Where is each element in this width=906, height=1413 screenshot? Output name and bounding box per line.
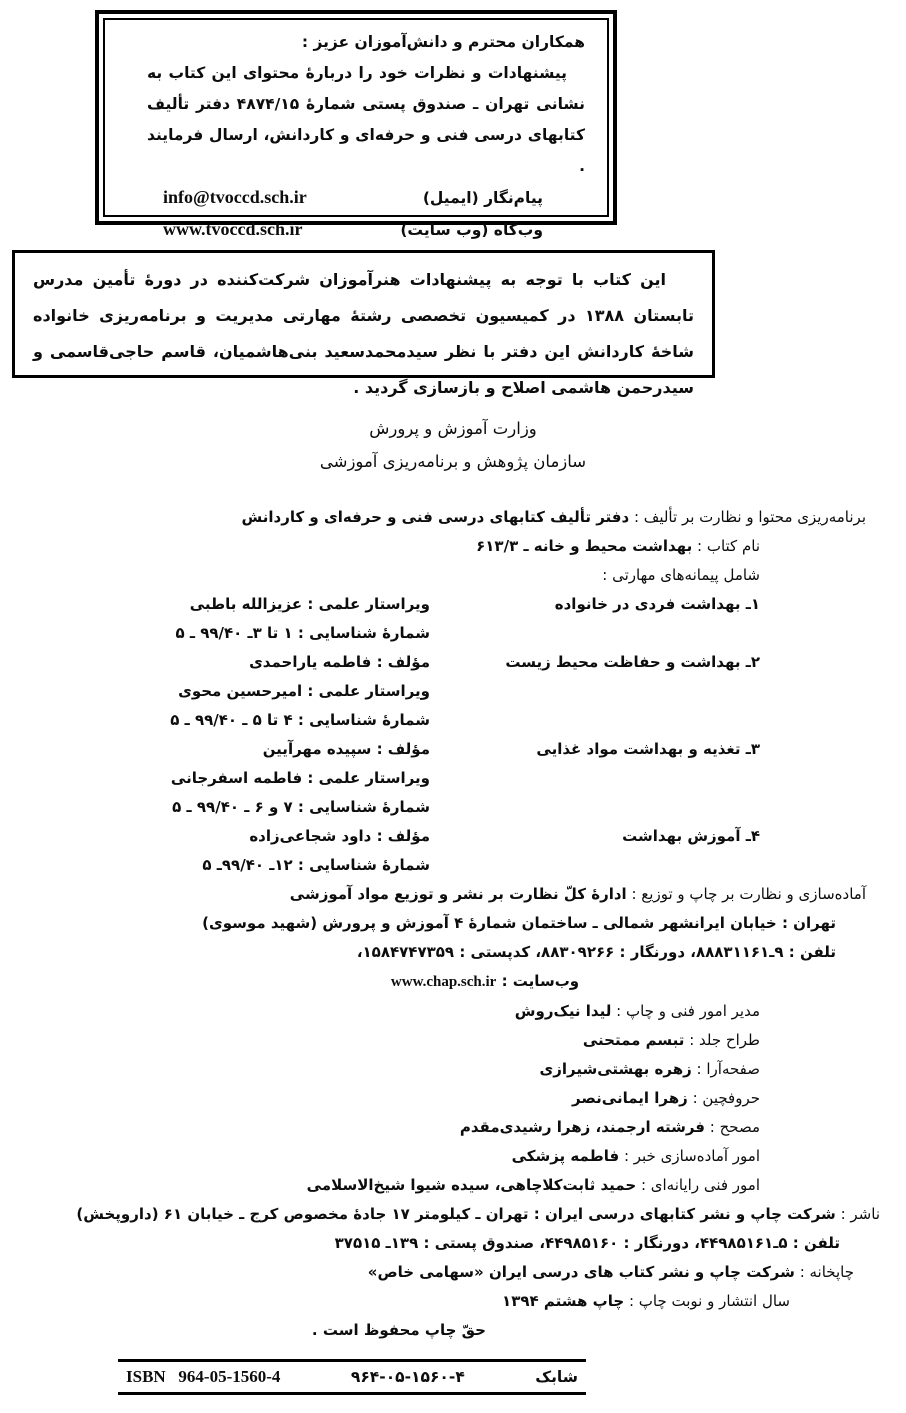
staff-label: مصحح : (709, 1118, 760, 1136)
printer-line (0, 1258, 854, 1287)
module-3-credits (171, 735, 430, 822)
credit-value: ۱۲ـ ۹۹/۴۰ـ ۵ (202, 856, 293, 874)
module-1-title: ۱ـ بهداشت فردی در خانواده (554, 595, 760, 613)
staff-label: صفحه‌آرا : (696, 1060, 760, 1078)
revision-note-box (12, 250, 715, 397)
publisher-phone: تلفن : ۵ـ۴۴۹۸۵۱۶۱، دورنگار : ۴۴۹۸۵۱۶۰، صندوق پستی : ۱۳۹ـ ۳۷۵۱۵ (334, 1234, 840, 1252)
ministry-name: وزارت آموزش و پرورش (369, 419, 537, 438)
printer-label: چاپخانه : (799, 1263, 854, 1281)
staff-line-6 (0, 1142, 760, 1171)
credit-label: شمارهٔ شناسایی : (297, 856, 430, 874)
credit-label: مؤلف : (376, 827, 430, 845)
credit-label: ویراستار علمی : (307, 769, 430, 787)
staff-line-4 (0, 1084, 760, 1113)
publishing-website-url: www.chap.sch.ir (390, 974, 497, 990)
email-address: info@tvoccd.sch.ir (163, 187, 307, 207)
colophon-main (0, 503, 906, 1345)
modules-list (0, 590, 760, 880)
publisher-line (0, 1200, 880, 1229)
planning-value: دفتر تألیف کتابهای درسی فنی و حرفه‌ای و کاردانش (241, 508, 630, 526)
credit-value: ۱ تا ۳ـ ۹۹/۴۰ ـ ۵ (175, 624, 293, 642)
email-row (119, 182, 585, 214)
credit-line (170, 677, 430, 706)
staff-line-5 (0, 1113, 760, 1142)
staff-label: امور آماده‌سازی خبر : (623, 1147, 760, 1165)
staff-value: حمید ثابت‌کلاچاهی، سیده شیوا شیخ‌الاسلامی (306, 1176, 637, 1194)
credit-label: مؤلف : (376, 740, 430, 758)
planning-line (0, 503, 866, 532)
credit-value: عزیزالله باطبی (189, 595, 303, 613)
module-1 (0, 590, 760, 648)
staff-value: لیدا نیک‌روش (514, 1002, 612, 1020)
credit-line (171, 764, 430, 793)
credit-value: داود شجاعی‌زاده (249, 827, 372, 845)
credit-line (170, 648, 430, 677)
credit-label: شمارهٔ شناسایی : (297, 624, 430, 642)
module-4-credits (202, 822, 430, 880)
credit-label: مؤلف : (376, 653, 430, 671)
website-row (119, 214, 585, 246)
publishing-phone: تلفن : ۹ـ۸۸۸۳۱۱۶۱، دورنگار : ۸۸۳۰۹۲۶۶، کدپستی : ۱۵۸۴۷۴۷۳۵۹، (356, 943, 836, 961)
staff-value: فاطمه پزشکی (511, 1147, 620, 1165)
prep-label: آماده‌سازی و نظارت بر چاپ و توزیع : (631, 885, 866, 903)
module-3-title: ۳ـ تغذیه و بهداشت مواد غذایی (536, 740, 760, 758)
credit-line (175, 619, 430, 648)
planning-label: برنامه‌ریزی محتوا و نظارت بر تألیف : (633, 508, 866, 526)
copyright-notice: حقّ چاپ محفوظ است . (311, 1321, 486, 1339)
staff-value: فرشته ارجمند، زهرا رشیدی‌مقدم (459, 1118, 705, 1136)
publishing-address: تهران : خیابان ایرانشهر شمالی ـ ساختمان شمارهٔ ۴ آموزش و پرورش (شهید موسوی) (202, 914, 836, 932)
module-2 (0, 648, 760, 735)
module-4 (0, 822, 760, 880)
credit-value: فاطمه اسفرجانی (170, 769, 303, 787)
edition-line (0, 1287, 790, 1316)
module-4-title: ۴ـ آموزش بهداشت (622, 827, 760, 845)
staff-line-1 (0, 997, 760, 1026)
feedback-box (95, 10, 617, 239)
website-label: وب‌گاه (وب سایت) (400, 221, 543, 239)
revision-note-text: این کتاب با توجه به پیشنهادات هنرآموزان شرکت‌کننده در دورهٔ تأمین مدرس تابستان ۱۳۸۸ در کمیسیون تخصصی رشتهٔ مهارتی مدیریت و برنامه‌ریزی خانواده شاخهٔ کاردانش این دفتر با نظر سیدمحمدسعید بنی‌هاشمیان، قاسم حاجی‌قاسمی و سیدرحمن هاشمی اصلاح و بازسازی گردید . (33, 270, 694, 397)
credit-value: سپیده مهرآیین (262, 740, 372, 758)
staff-line-3 (0, 1055, 760, 1084)
staff-label: مدیر امور فنی و چاپ : (616, 1002, 760, 1020)
printer-value: شرکت چاپ و نشر کتاب های درسی ایران «سهامی خاص» (367, 1263, 795, 1281)
publisher-value: شرکت چاپ و نشر کتابهای درسی ایران : تهران ـ کیلومتر ۱۷ جادهٔ مخصوص کرج ـ خیابان ۶۱ (داروپخش) (76, 1205, 836, 1223)
credit-label: ویراستار علمی : (307, 682, 430, 700)
credit-line (202, 822, 430, 851)
edition-label: سال انتشار و نوبت چاپ : (628, 1292, 790, 1310)
book-name-line (0, 532, 760, 561)
publishing-website-line (64, 967, 906, 997)
feedback-box-inner (103, 18, 609, 239)
website-label: وب‌سایت : (501, 972, 580, 990)
isbn-persian-label: شابک (535, 1368, 578, 1386)
prep-value: ادارهٔ کلّ نظارت بر نشر و توزیع مواد آموزشی (289, 885, 627, 903)
credit-label: ویراستار علمی : (307, 595, 430, 613)
credit-label: شمارهٔ شناسایی : (297, 798, 430, 816)
staff-label: حروفچین : (692, 1089, 760, 1107)
credit-value: ۷ و ۶ ـ ۹۹/۴۰ ـ ۵ (172, 798, 293, 816)
credit-value: امیرحسین محوی (178, 682, 303, 700)
isbn-persian-number: ۹۶۴-۰۵-۱۵۶۰-۴ (350, 1368, 465, 1386)
module-1-credits (175, 590, 430, 648)
credit-line (202, 851, 430, 880)
book-name-label: نام کتاب : (697, 537, 760, 555)
module-2-title: ۲ـ بهداشت و حفاظت محیط زیست (505, 653, 760, 671)
staff-value: تبسم ممتحنی (582, 1031, 685, 1049)
publisher-label: ناشر : (840, 1205, 880, 1223)
prep-line (0, 880, 866, 909)
module-3 (0, 735, 760, 822)
credit-label: شمارهٔ شناسایی : (297, 711, 430, 729)
staff-value: زهره بهشتی‌شیرازی (539, 1060, 692, 1078)
feedback-body: پیشنهادات و نظرات خود را دربارهٔ محتوای این کتاب به نشانی تهران ـ صندوق پستی شمارهٔ ۴۸۷۴/۱۵ دفتر تألیف کتابهای درسی فنی و حرفه‌ای و کاردانش، ارسال فرمایند . (147, 64, 585, 175)
staff-line-2 (0, 1026, 760, 1055)
staff-label: طراح جلد : (689, 1031, 760, 1049)
credit-line (171, 793, 430, 822)
organization-heading (0, 412, 906, 478)
website-address: www.tvoccd.sch.ir (163, 219, 303, 239)
isbn-latin: ISBN 964-05-1560-4 (126, 1367, 281, 1386)
staff-label: امور فنی رایانه‌ای : (640, 1176, 760, 1194)
credit-line (170, 706, 430, 735)
modules-heading: شامل پیمانه‌های مهارتی : (602, 566, 760, 584)
email-label: پیام‌نگار (ایمیل) (422, 189, 543, 207)
staff-value: زهرا ایمانی‌نصر (572, 1089, 688, 1107)
staff-line-7 (0, 1171, 760, 1200)
feedback-heading: همکاران محترم و دانش‌آموزان عزیز : (301, 33, 585, 51)
credit-value: ۴ تا ۵ ـ ۹۹/۴۰ ـ ۵ (170, 711, 293, 729)
isbn-footer (118, 1359, 586, 1395)
book-name-value: بهداشت محیط و خانه ـ ۶۱۳/۳ (476, 537, 693, 555)
credit-line (175, 590, 430, 619)
credit-value: فاطمه یاراحمدی (249, 653, 372, 671)
credit-line (171, 735, 430, 764)
edition-value: چاپ هشتم ۱۳۹۴ (502, 1292, 625, 1310)
department-name: سازمان پژوهش و برنامه‌ریزی آموزشی (319, 452, 587, 471)
module-2-credits (170, 648, 430, 735)
